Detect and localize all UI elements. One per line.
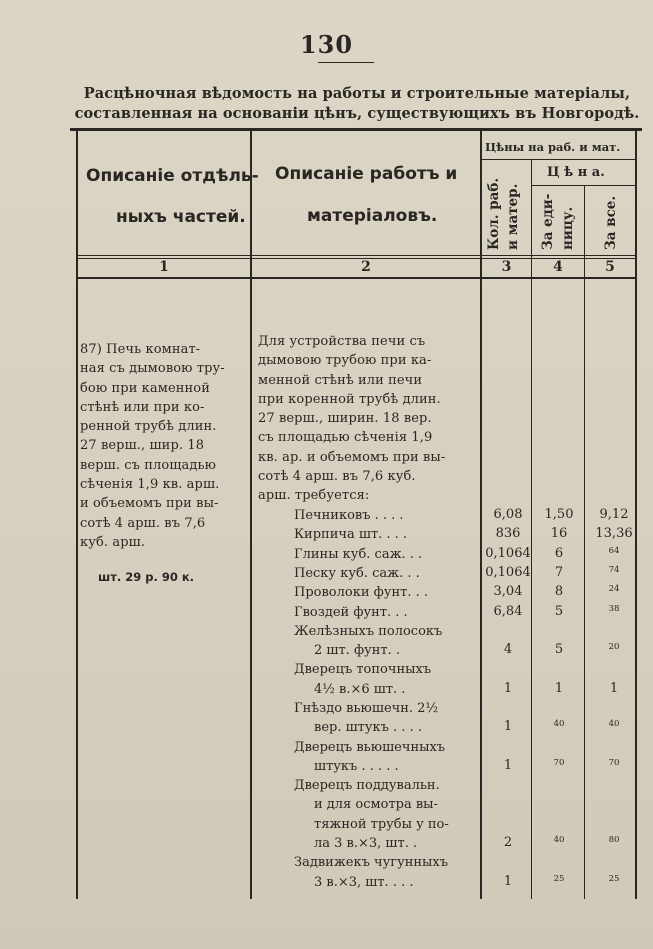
material-total: 1 [609,680,619,696]
col-number-5: 5 [605,259,615,275]
unit-header-line-1: За еди- [540,193,556,250]
col2-header-line-2: матеріаловъ. [307,206,438,226]
title-line-1: Расцѣночная вѣдомость на работы и строительные матеріалы, [83,85,631,102]
col-number-3: 3 [501,259,512,275]
section-description-line: 27 верш., шир. 18 [80,438,205,454]
material-total: 40 [608,719,620,730]
material-item-label: Гвоздей фунт. . . [294,604,408,620]
section-description-line: сѣченія 1,9 кв. арш. [80,477,220,493]
works-description-line: кв. ар. и объемомъ при вы- [258,449,446,465]
col-number-2: 2 [361,259,371,275]
material-item [258,603,408,622]
material-item [258,622,442,661]
material-unit-price: 40 [553,835,565,846]
section-description-line: ренной трубѣ длин. [80,419,217,435]
material-unit-price: 16 [550,526,568,542]
material-unit-price: 7 [554,564,564,580]
col2-header-line-1: Описаніе работъ и [275,164,458,184]
material-qty: 6,84 [493,603,523,619]
material-item-label: Проволоки фунт. . . [294,585,428,601]
material-item [258,776,449,853]
material-total: 70 [608,757,620,768]
material-item [258,564,420,583]
material-item-label: Песку куб. саж. . . [294,565,420,581]
material-qty: 4 [503,642,513,658]
table-top-border [70,128,642,131]
material-qty: 1 [503,873,513,889]
material-item-label: и для осмотра вы- [314,797,438,813]
material-item-label: Кирпича шт. . . . [294,527,408,543]
material-item [258,738,445,777]
material-unit-price: 5 [554,603,564,619]
works-description-line: съ площадью сѣченія 1,9 [258,430,433,446]
material-item-label: Желѣзныхъ полосокъ [294,623,443,639]
section-description-line: стѣнѣ или при ко- [80,399,205,415]
works-description-line: дымовою трубою при ка- [258,353,432,369]
material-item [258,525,407,544]
material-qty: 3,04 [493,584,523,600]
total-header: За все. [603,195,619,250]
qty-header-line-2: и матер. [505,183,521,250]
section-price: шт. 29 р. 90 к. [98,570,195,584]
material-unit-price: 40 [553,719,565,730]
works-description-line: 27 верш., ширин. 18 вер. [258,411,432,427]
col4-col5-divider [584,186,585,899]
material-total: 80 [608,835,620,846]
material-item-label: вер. штукъ . . . . [314,720,422,736]
material-qty: 2 [503,835,513,851]
works-description-line: арш. требуется: [258,488,370,504]
material-item [258,660,431,699]
material-unit-price: 1,50 [544,507,574,522]
material-total: 74 [608,564,620,575]
material-qty: 0,1064 [485,564,531,580]
price-group-rule [531,185,636,186]
material-total: 20 [608,642,620,653]
material-unit-price: 8 [554,584,564,600]
page-number-underline [318,62,374,63]
material-item [258,545,422,564]
col-number-1: 1 [159,259,169,275]
prices-group-header: Цѣны на раб. и мат. [485,140,621,154]
material-item-label: 2 шт. фунт. . [314,643,401,659]
material-item-label: 3 в.×3, шт. . . . [314,874,414,890]
material-item-label: Глины куб. саж. . . [294,546,423,562]
works-description-line: менной стѣнѣ или печи [258,372,423,388]
material-item [258,853,448,892]
unit-header-line-2: ницу. [560,206,576,250]
section-description-line: ная съ дымовою тру- [80,361,225,377]
material-item-label: Дверецъ вьюшечныхъ [294,739,446,755]
section-description [80,340,225,552]
material-unit-price: 70 [553,757,565,768]
material-unit-price: 6 [554,545,564,561]
header-bottom-rule [76,255,637,256]
material-total: 13,36 [595,526,633,542]
material-item [258,699,438,738]
section-description-line: верш. съ площадью [80,457,217,473]
section-description-line: сотѣ 4 арш. въ 7,6 [80,515,206,531]
document-title [72,84,642,124]
material-item [258,506,404,525]
col1-header-line-1: Описаніе отдѣль- [86,166,259,186]
section-description-line: 87) Печь комнат- [80,342,201,357]
material-item-label: Гнѣздо вьюшечн. 2½ [294,701,439,716]
material-item-label: 4½ в.×6 шт. . [314,681,406,697]
material-unit-price: 25 [553,873,565,884]
material-qty: 1 [503,719,513,735]
material-item [258,583,428,602]
material-item-label: Дверецъ поддувальн. [294,778,440,794]
col1-col2-divider [250,131,252,899]
works-description-line: при коренной трубѣ длин. [258,391,441,407]
numbers-row-bottom-rule [76,277,637,279]
material-total: 25 [608,873,620,884]
col2-col3-divider [480,131,482,899]
works-description-line: Для устройства печи съ [258,334,426,349]
material-item-label: тяжной трубы у по- [314,816,449,832]
material-total: 24 [608,584,620,595]
qty-header-line-1: Кол. раб. [486,177,502,250]
material-qty: 6,08 [493,507,523,522]
material-unit-price: 5 [554,642,564,658]
material-item-label: Задвижекъ чугунныхъ [294,855,449,871]
material-item-label: Дверецъ топочныхъ [294,662,432,678]
price-group-header: Ц ѣ н а. [547,165,605,180]
col-number-4: 4 [553,259,563,275]
material-total: 9,12 [599,507,629,522]
material-total: 38 [608,603,620,614]
material-qty: 836 [495,526,521,542]
section-description-line: и объемомъ при вы- [80,496,219,512]
material-qty: 1 [503,757,513,773]
page-number: 130 [299,30,354,59]
material-qty: 0,1064 [485,545,531,561]
prices-group-rule [481,159,636,160]
material-item-label: ла 3 в.×3, шт. . [314,836,418,852]
section-description-line: куб. арш. [80,534,146,550]
table-left-border [76,131,78,899]
material-item-label: Печниковъ . . . . [294,508,404,523]
works-description-line: сотѣ 4 арш. въ 7,6 куб. [258,469,416,485]
works-description [258,332,445,506]
col1-header-line-2: ныхъ частей. [116,207,246,227]
material-total: 64 [608,545,620,556]
section-description-line: бою при каменной [80,380,210,396]
title-line-2: составленная на основаніи цѣнъ, существующихъ въ Новгородѣ. [74,105,640,122]
material-unit-price: 1 [554,680,564,696]
material-item-label: штукъ . . . . . [314,758,399,774]
material-qty: 1 [503,680,513,696]
